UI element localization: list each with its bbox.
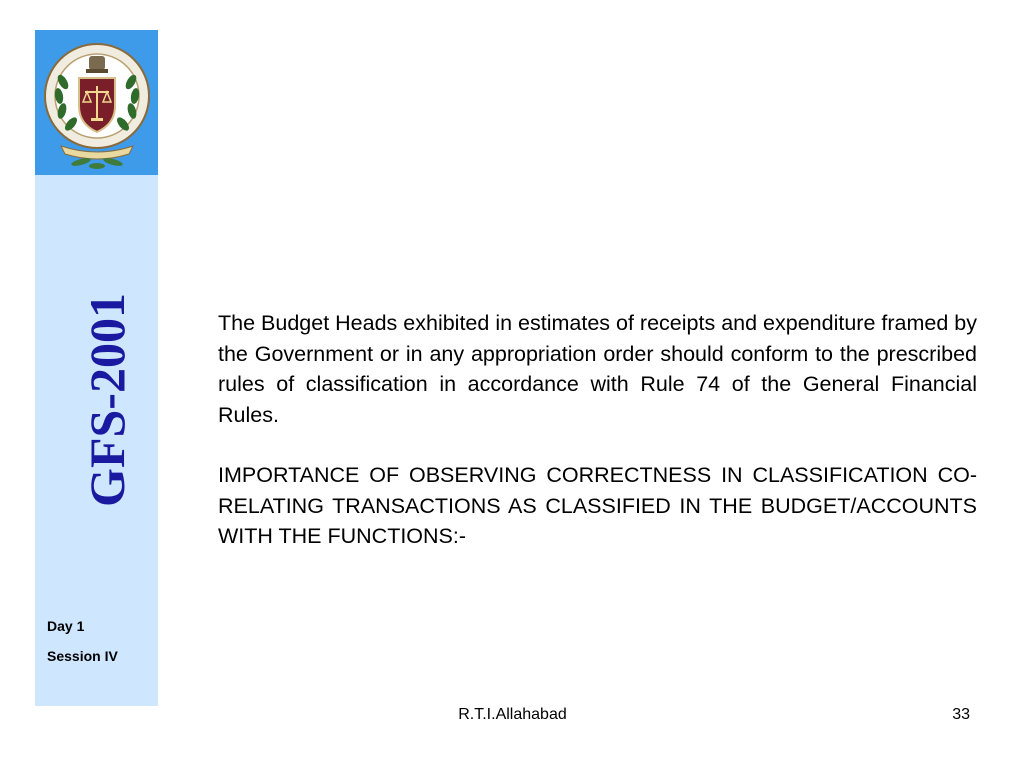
- emblem-icon: [41, 34, 153, 172]
- page-number: 33: [952, 706, 970, 723]
- footer-org: R.T.I.Allahabad: [458, 706, 567, 723]
- body-paragraph-1: The Budget Heads exhibited in estimates of receipts and expenditure framed by the Government or in any appropriation order should conform to the prescribed rules of classification in accordance with Rule 74 of the General Financial Rules.: [218, 311, 977, 427]
- session-label: Session IV: [47, 648, 118, 664]
- sidebar-panel: [35, 30, 158, 706]
- emblem-logo: [35, 30, 158, 175]
- slide-body: [218, 308, 977, 582]
- slide-title-vertical: [77, 280, 137, 520]
- day-label: Day 1: [47, 618, 85, 634]
- body-paragraph-2: IMPORTANCE OF OBSERVING CORRECTNESS IN CLASSIFICATION CO-RELATING TRANSACTIONS AS CLASSIFIED IN THE BUDGET/ACCOUNTS WITH THE FUNCTIONS:-: [218, 463, 977, 548]
- slide-title-text: GFS-2001: [79, 293, 135, 507]
